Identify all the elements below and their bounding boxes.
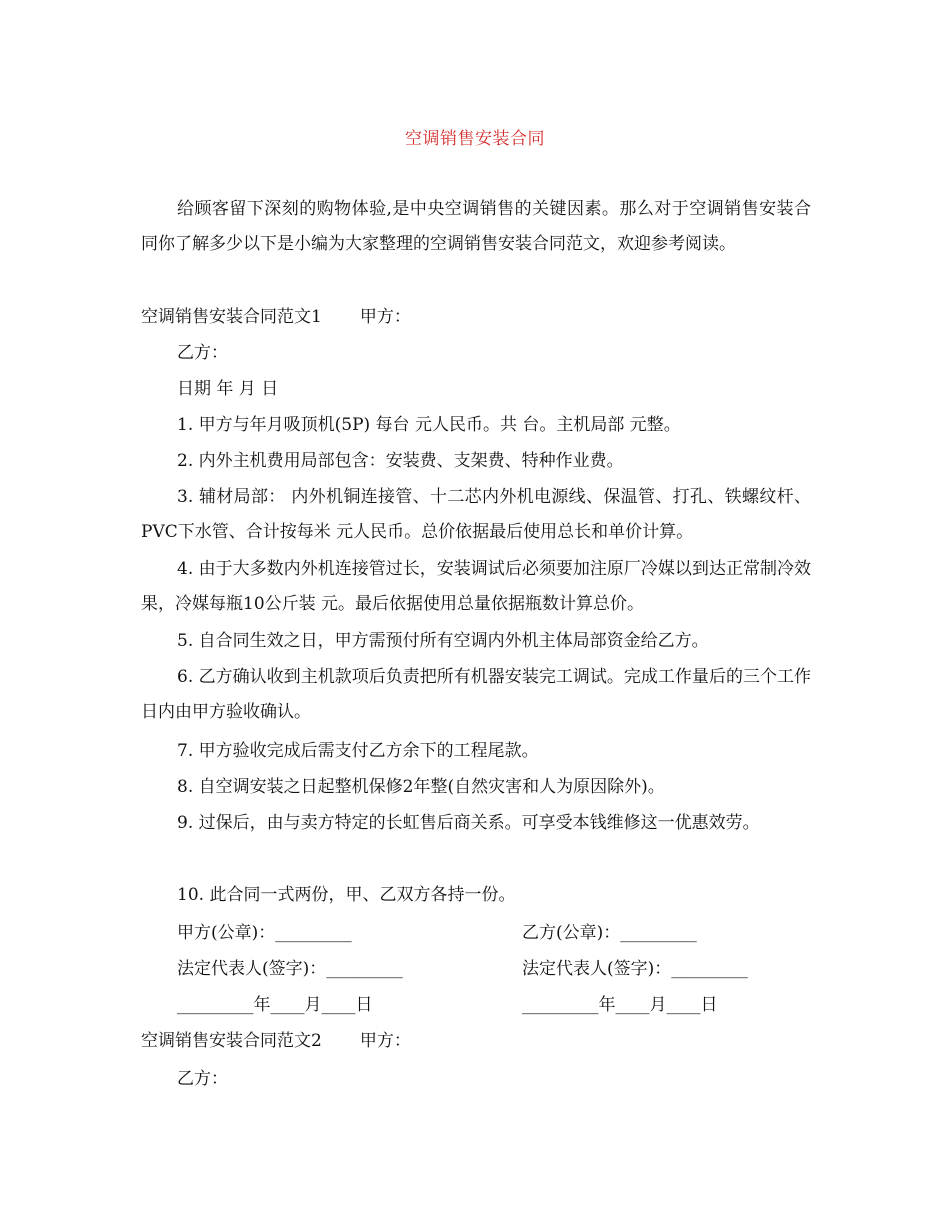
clause-2: 2. 内外主机费用局部包含：安装费、支架费、特种作业费。 [177, 451, 624, 471]
clause-9: 9. 过保后，由与卖方特定的长虹售后商关系。可享受本钱维修这一优惠效劳。 [177, 813, 760, 833]
section2-party-a: 甲方： [359, 1031, 411, 1051]
clause-3: 3. 辅材局部： 内外机铜连接管、十二芯内外机电源线、保温管、打孔、铁螺纹杆、PVC下水管、合计按每米 元人民币。总价依据最后使用总长和单价计算。 [141, 487, 811, 542]
section1-party-b: 乙方： [177, 343, 228, 363]
clause-10: 10. 此合同一式两份，甲、乙双方各持一份。 [177, 885, 516, 905]
clause-1: 1. 甲方与年月吸顶机(5P) 每台 元人民币。共 台。主机局部 元整。 [177, 415, 681, 435]
party-b-date-line: _________年____月____日 [522, 995, 718, 1015]
party-b-seal-line: 乙方(公章)：_________ [522, 923, 697, 943]
clause-5: 5. 自合同生效之日，甲方需预付所有空调内外机主体局部资金给乙方。 [177, 631, 709, 651]
section1-date: 日期 年 月 日 [177, 379, 279, 399]
party-a-representative-line: 法定代表人(签字)：_________ [177, 959, 403, 979]
section2-heading: 空调销售安装合同范文2 [141, 1031, 322, 1051]
section1-party-a: 甲方： [359, 307, 411, 327]
clause-6: 6. 乙方确认收到主机款项后负责把所有机器安装完工调试。完成工作量后的三个工作日内由甲方验收确认。 [141, 667, 811, 722]
party-b-representative-line: 法定代表人(签字)：_________ [522, 959, 748, 979]
document-title: 空调销售安装合同 [405, 129, 545, 149]
section2-party-b: 乙方： [177, 1069, 228, 1089]
party-a-seal-line: 甲方(公章)：_________ [177, 923, 352, 943]
section1-heading-row [141, 300, 411, 335]
clause-8: 8. 自空调安装之日起整机保修2年整(自然灾害和人为原因除外)。 [177, 777, 665, 797]
section1-heading: 空调销售安装合同范文1 [141, 307, 322, 327]
party-a-date-line: _________年____月____日 [177, 995, 373, 1015]
section2-heading-row [141, 1024, 411, 1059]
clause-4: 4. 由于大多数内外机连接管过长，安装调试后必须要加注原厂冷媒以到达正常制冷效果，冷媒每瓶10公斤装 元。最后依据使用总量依据瓶数计算总价。 [141, 559, 811, 614]
clause-7: 7. 甲方验收完成后需支付乙方余下的工程尾款。 [177, 741, 539, 761]
intro-paragraph: 给顾客留下深刻的购物体验,是中央空调销售的关键因素。那么对于空调销售安装合同你了解多少以下是小编为大家整理的空调销售安装合同范文，欢迎参考阅读。 [141, 199, 811, 254]
